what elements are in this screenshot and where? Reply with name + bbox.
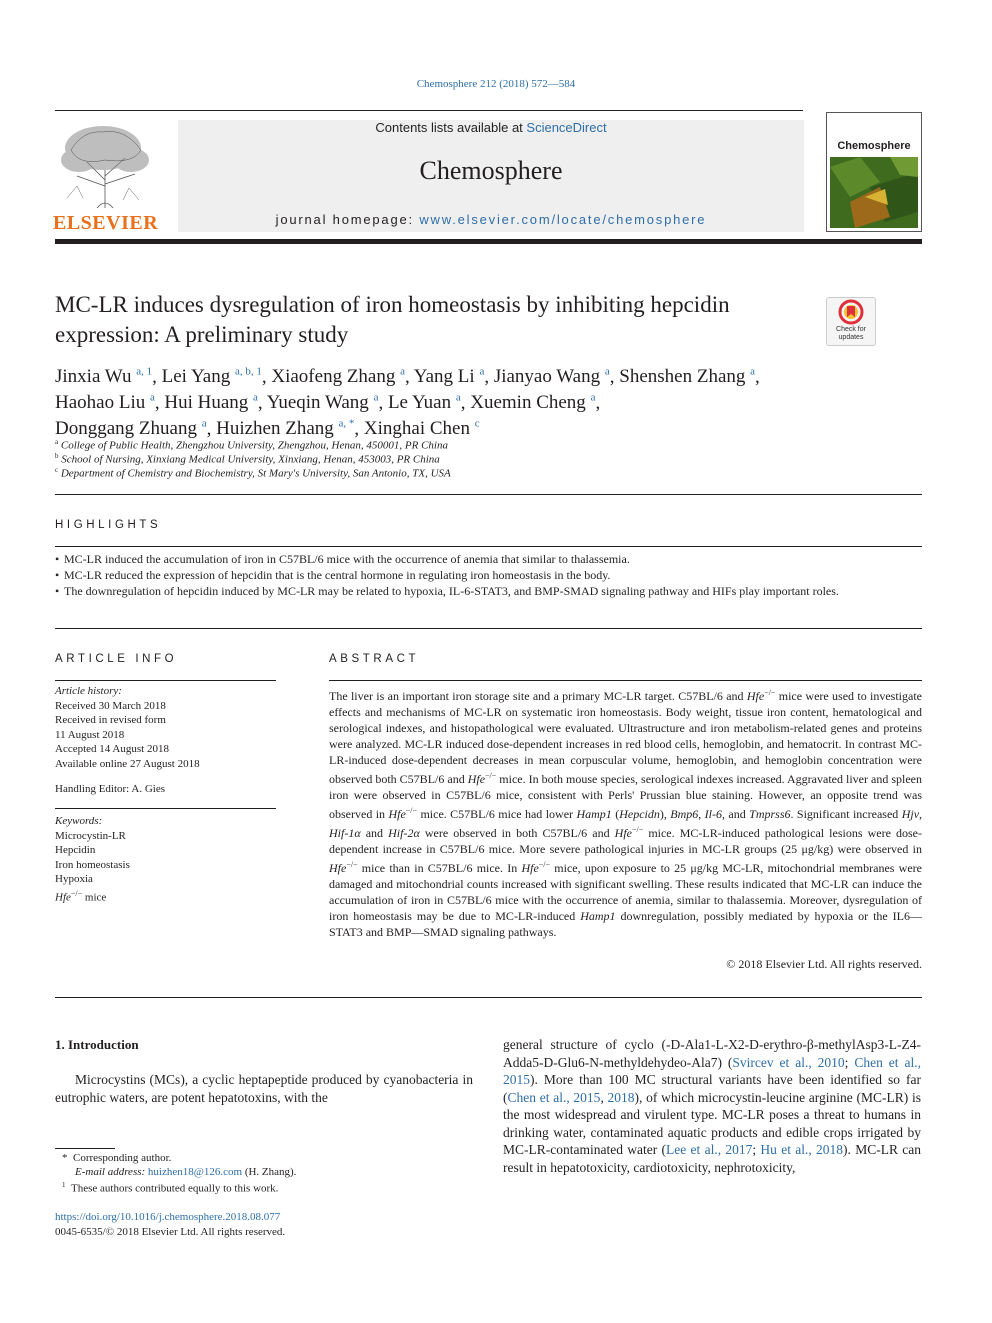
highlights-heading: HIGHLIGHTS	[55, 519, 162, 531]
contents-line	[178, 120, 804, 135]
abstract-heading: ABSTRACT	[329, 653, 420, 665]
history-line: 11 August 2018	[55, 728, 125, 741]
cover-title: Chemosphere	[837, 140, 911, 152]
affiliation: $^c$ Department of Chemistry and Biochemistry, St Mary's University, San Antonio, TX, USA	[55, 466, 451, 480]
header-rule	[55, 110, 803, 111]
article-history	[55, 684, 275, 771]
journal-homepage	[178, 212, 804, 227]
reference-link[interactable]: Svircev et al., 2010	[732, 1054, 845, 1070]
author[interactable]: Huizhen Zhang $^{a, *}$	[216, 417, 355, 439]
divider	[55, 680, 276, 681]
keyword: Hfe−/− mice	[55, 888, 107, 904]
journal-citation[interactable]: Chemosphere 212 (2018) 572—584	[416, 78, 576, 90]
author[interactable]: Shenshen Zhang $^a$	[619, 366, 756, 388]
author[interactable]: Xuemin Cheng $^a$	[470, 391, 596, 414]
elsevier-wordmark: ELSEVIER	[53, 212, 159, 234]
issn-line: 0045-6535/© 2018 Elsevier Ltd. All rights reserved.	[55, 1226, 286, 1238]
divider	[55, 628, 922, 629]
doi-link[interactable]: https://doi.org/10.1016/j.chemosphere.2018.08.077	[55, 1211, 281, 1223]
author[interactable]: Xinghai Chen $^c$	[363, 417, 480, 439]
introduction-continued: general structure of cyclo (-D-Ala1-L-X2-D-erythro-β-methylAsp3-L-Z4-Adda5-D-Glu6-N-methyldehydeo-Ala7) (Svircev et al., 2010; Chen et al., 2015). More than 100 MC structural variants have been identified so far (Chen et al., 2015, 2018), of which microcystin-leucine arginine (MC-LR) is the most widespread and virulent type. MC-LR poses a threat to humans in drinking water, contaminated aquatic products and edible crops irrigated by MC-LR-contaminated water (Lee et al., 2017; Hu et al., 2018). MC-LR can result in hepatotoxicity, cardiotoxicity, nephrotoxicity,	[503, 1037, 921, 1175]
handling-editor: Handling Editor: A. Gies	[55, 783, 165, 795]
divider	[55, 997, 922, 998]
author[interactable]: Jianyao Wang $^a$	[493, 366, 610, 388]
history-line: Received 30 March 2018	[55, 699, 166, 712]
affiliation: $^a$ College of Public Health, Zhengzhou University, Zhengzhou, Henan, 450001, PR China	[55, 438, 448, 452]
divider	[55, 494, 922, 495]
divider	[55, 808, 276, 809]
author[interactable]: Haohao Liu $^a$	[55, 391, 155, 414]
reference-link[interactable]: Lee et al., 2017	[666, 1142, 753, 1157]
journal-name: Chemosphere	[419, 156, 563, 185]
homepage-link[interactable]: www.elsevier.com/locate/chemosphere	[419, 212, 707, 227]
author[interactable]: Xiaofeng Zhang $^a$	[271, 366, 405, 388]
affiliation: $^b$ School of Nursing, Xinxiang Medical University, Xinxiang, Henan, 453003, PR China	[55, 452, 440, 466]
divider	[329, 680, 922, 681]
divider	[55, 546, 922, 547]
abstract-copyright: © 2018 Elsevier Ltd. All rights reserved.	[726, 957, 922, 971]
footnote-rule	[55, 1148, 115, 1149]
journal-cover	[826, 112, 922, 232]
highlight-item: • The downregulation of hepcidin induced by MC-LR may be related to hypoxia, IL-6-STAT3, and BMP-SMAD signaling pathway and HIFs play important roles.	[55, 584, 839, 598]
cover-leaf-image	[830, 157, 918, 228]
equal-contribution-note: $^1$ These authors contributed equally to this work.	[62, 1181, 279, 1195]
keyword: Hypoxia	[55, 873, 93, 885]
author[interactable]: Le Yuan $^a$	[387, 391, 461, 414]
author[interactable]: Yueqin Wang $^a$	[266, 391, 379, 414]
author[interactable]: Jinxia Wu $^{a, 1}$	[55, 366, 153, 388]
keyword: Microcystin-LR	[55, 829, 126, 842]
author[interactable]: Hui Huang $^a$	[164, 391, 258, 414]
article-title: MC-LR induces dysregulation of iron homeostasis by inhibiting hepcidin expression: A preliminary study	[55, 292, 730, 347]
history-line: Available online 27 August 2018	[55, 757, 200, 770]
reference-link[interactable]: Chen et al., 2015	[507, 1089, 601, 1105]
keywords-label: Keywords:	[55, 815, 103, 827]
reference-link[interactable]: 2018	[607, 1089, 635, 1105]
keyword: Iron homeostasis	[55, 858, 130, 871]
article-info-heading: ARTICLE INFO	[55, 653, 178, 665]
history-line: Accepted 14 August 2018	[55, 743, 169, 755]
email-note: E-mail address: huizhen18@126.com (H. Zhang).	[75, 1166, 297, 1178]
highlight-item: • MC-LR reduced the expression of hepcidin that is the central hormone in regulating iron homeostasis in the body.	[55, 568, 611, 582]
corresponding-author-note: * Corresponding author.	[62, 1152, 172, 1164]
header-thick-rule	[55, 239, 922, 244]
author[interactable]: Yang Li $^a$	[413, 366, 485, 388]
introduction-paragraph: Microcystins (MCs), a cyclic heptapeptide produced by cyanobacteria in eutrophic waters, are potent hepatotoxins, with the	[55, 1072, 473, 1105]
bookmark-icon	[827, 298, 875, 326]
keyword: Hepcidin	[55, 844, 96, 856]
reference-link[interactable]: Hu et al., 2018	[760, 1142, 844, 1157]
introduction-heading: 1. Introduction	[55, 1037, 139, 1052]
contents-prefix: Contents lists available at	[375, 120, 527, 135]
email-link[interactable]: huizhen18@126.com	[147, 1166, 243, 1178]
author[interactable]: Donggang Zhuang $^a$	[55, 417, 207, 439]
homepage-label: journal homepage:	[275, 212, 420, 227]
elsevier-logo	[53, 120, 157, 235]
keywords	[55, 814, 275, 905]
reference-link[interactable]: Chen et al., 2015	[503, 1054, 921, 1087]
author-list: Jinxia Wu $^{a, 1}$, Lei Yang $^{a, b, 1}$, Xiaofeng Zhang $^a$, Yang Li $^a$, Jianyao Wang $^a$, Shenshen Zhang $^a$, Haohao Liu $^a$, Hui Huang $^a$, Yueqin Wang $^a$, Le Yuan $^a$, Xuemin Cheng $^a$, Donggang Zhuang $^a$, Huizhen Zhang $^{a, *}$, Xinghai Chen $^c$	[55, 366, 760, 439]
sciencedirect-link[interactable]: ScienceDirect	[526, 120, 607, 135]
badge-label: Check for updates	[836, 326, 866, 341]
check-for-updates-badge[interactable]	[826, 297, 876, 346]
author[interactable]: Lei Yang $^{a, b, 1}$	[161, 366, 262, 388]
abstract-text: The liver is an important iron storage site and a primary MC-LR target. C57BL/6 and Hfe−/− mice were used to investigate effects and mechanisms of MC-LR on systematic iron homeostasis. Body weight, tissue iron content, hematological and serological indexes, and histopathological were evaluated. Ultrastructure and iron metabolism-related genes and proteins were analyzed. MC-LR induced dose-dependent increases in red blood cells, hemoglobin, and hematocrit. In contrast MC-LR-induced dose-dependent decreases in mean corpuscular volume, hemoglobin, and hemoglobin concentration were observed both C57BL/6 and Hfe−/− mice. In both mouse species, serological indexes increased. Aggravated liver and spleen iron were observed in C57BL/6 mice, consistent with Perls' Prussian blue staining. However, an opposite trend was observed in Hfe−/− mice. C57BL/6 mice had lower Hamp1 (Hepcidn), Bmp6, Il-6, and Tmprss6. Significant increased Hjv, Hif-1α and Hif-2α were observed in both C57BL/6 and Hfe−/− mice. MC-LR-induced pathological lesions were dose-dependent increase in C57BL/6 mice. More severe pathological injuries in MC-LR groups (25 μg/kg) were observed in Hfe−/− mice than in C57BL/6 mice. In Hfe−/− mice, upon exposure to 25 μg/kg MC-LR, mitochondrial membranes were damaged and mitochondrial counts increased with significant swelling. These results indicated that MC-LR can induce the accumulation of iron in C57BL/6 mice with the occurrence of anemia, similar to thalassemia. Moreover, dysregulation of iron homeostasis may be due to MC-LR-induced Hamp1 downregulation, possibly mediated by hypoxia or the IL6—STAT3 and BMP—SMAD signaling pathways.	[329, 688, 923, 939]
history-line: Received in revised form	[55, 714, 166, 726]
tree-icon	[53, 120, 157, 212]
highlight-item: • MC-LR induced the accumulation of iron in C57BL/6 mice with the occurrence of anemia that similar to thalassemia.	[55, 552, 630, 566]
history-label: Article history:	[55, 685, 122, 697]
